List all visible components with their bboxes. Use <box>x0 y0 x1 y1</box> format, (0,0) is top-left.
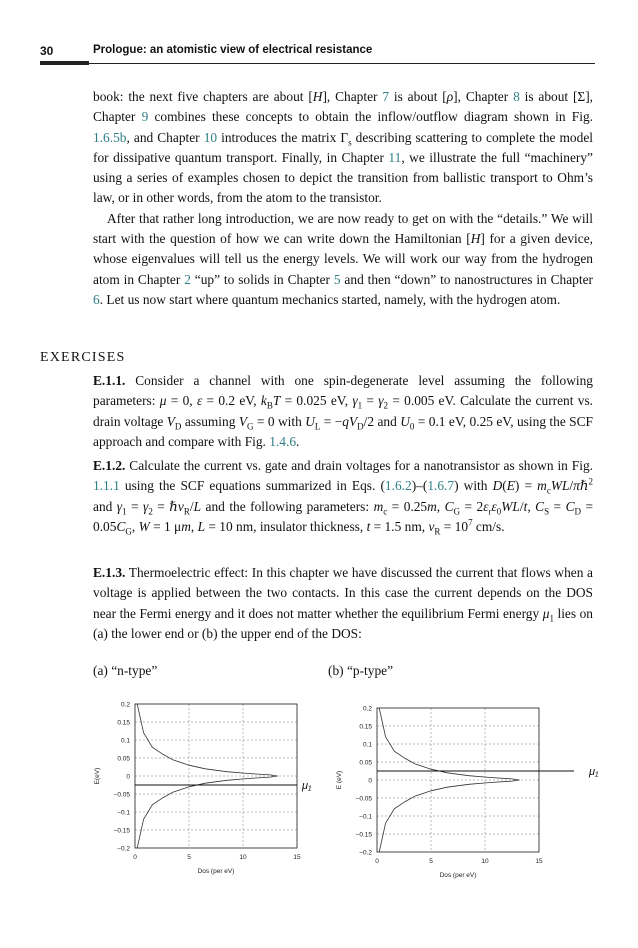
exercise-label: E.1.3. <box>93 565 126 580</box>
y-tick-label: −0.1 <box>117 809 130 817</box>
y-tick-label: 0.1 <box>120 737 130 745</box>
y-tick-label: −0.2 <box>359 849 372 857</box>
x-tick-label: 5 <box>429 858 433 865</box>
x-tick-label: 5 <box>187 854 191 861</box>
caption-b: (b) “p-type” <box>328 663 394 678</box>
plot-a <box>94 702 312 876</box>
mu1-label: μ₁ <box>302 780 312 792</box>
caption-a: (a) “n-type” <box>93 663 158 678</box>
running-head: Prologue: an atomistic view of electrical resistance <box>93 44 373 56</box>
plot-b <box>336 706 599 880</box>
y-tick-label: −0.15 <box>355 831 372 839</box>
y-tick-label: 0 <box>126 773 130 781</box>
y-tick-label: −0.15 <box>113 827 130 835</box>
y-tick-label: 0.05 <box>359 759 372 767</box>
body-text: book: the next five chapters are about [H], Chapter 7 is about [ρ], Chapter 8 is about [Σ], Chapter 9 combines these concepts to obtain the inflow/outflow diagram shown in Fig. 1.6.5b, and Chapter 10 introduces the matrix $\Gamma_s$ describing scattering to complete the model for dissipative quantum transport. Finally, in Chapter 11, we illustrate the full “machinery” using a series of examples chosen to depict the transition from ballistic transport to Ohm’s law, or in other words, from the atom to the transistor. After that rather long introduction, we are now ready to get on with the “details.” We will start with the question of how we can write down the Hamiltonian [H] for a given device, whose eigenvalues will tell us the energy levels. We will work our way from the hydrogen atom in Chapter 2 “up” to solids in Chapter 5 and then “down” to nanostructures in Chapter 6. Let us now start where quantum mechanics started, namely, with the hydrogen atom. <box>93 89 594 307</box>
exercise-e113: E.1.3. Thermoelectric effect: In this chapter we have discussed the current that flows when a voltage is applied between the two contacts. In this case the current depends on the DOS near the Fermi energy and it does not matter whether the equilibrium Fermi energy $\mu_1$ lies on (a) the lower end or (b) the upper end of the DOS: <box>93 565 593 641</box>
x-tick-label: 15 <box>535 858 543 865</box>
y-tick-label: 0.2 <box>362 705 372 713</box>
y-axis-label: E(eV) <box>94 767 101 785</box>
y-tick-label: 0.15 <box>359 723 372 731</box>
y-tick-label: −0.1 <box>359 813 372 821</box>
y-tick-label: −0.05 <box>355 795 372 803</box>
x-axis-label: Dos (per eV) <box>197 868 235 875</box>
exercise-label: E.1.2. <box>93 458 126 473</box>
x-tick-label: 0 <box>133 854 137 861</box>
y-tick-label: −0.2 <box>117 845 130 853</box>
y-tick-label: 0.2 <box>120 701 130 709</box>
x-axis-label: Dos (per eV) <box>439 872 477 879</box>
x-tick-label: 0 <box>375 858 379 865</box>
x-tick-label: 15 <box>293 854 301 861</box>
y-tick-label: −0.05 <box>113 791 130 799</box>
y-tick-label: 0.15 <box>117 719 130 727</box>
mu1-label: μ₁ <box>589 766 599 778</box>
y-tick-label: 0.1 <box>362 741 372 749</box>
exercise-e112: E.1.2. Calculate the current vs. gate and drain voltages for a nanotransistor as shown in Fig. 1.1.1 using the SCF equations summarized in Eqs. (1.6.2)–(1.6.7) with $D(E) = m_cWL/\pi\hbar^2$ and $\gamma_1 = \gamma_2$ = ℏv$_R$/L and the following parameters: $m_c = 0.25m$, $C_G = 2\varepsilon_r\varepsilon_0WL/t$, $C_S = C_D = 0.05C_G$, W = 1 μm, L = 10 nm, insulator thickness, t = 1.5 nm, $v_R = 10^7$ cm/s. <box>93 458 594 537</box>
y-axis-label: E (eV) <box>336 770 343 790</box>
exercises-heading: EXERCISES <box>40 350 126 365</box>
y-tick-label: 0.05 <box>117 755 130 763</box>
x-tick-label: 10 <box>239 854 247 861</box>
page-number: 30 <box>40 44 54 58</box>
y-tick-label: 0 <box>368 777 372 785</box>
x-tick-label: 10 <box>481 858 489 865</box>
exercise-e111: E.1.1. Consider a channel with one spin-degenerate level assuming the following parameters: μ = 0, ε = 0.2 eV, $k_BT = 0.025$ eV, $\gamma_1 = \gamma_2 = 0.005$ eV. Calculate the current vs. drain voltage $V_D$ assuming $V_G = 0$ with $U_L = -qV_D/2$ and $U_0 = 0.1$ eV, 0.25 eV, using the SCF approach and compare with Fig. 1.4.6. <box>93 373 594 449</box>
exercise-label: E.1.1. <box>93 373 126 388</box>
